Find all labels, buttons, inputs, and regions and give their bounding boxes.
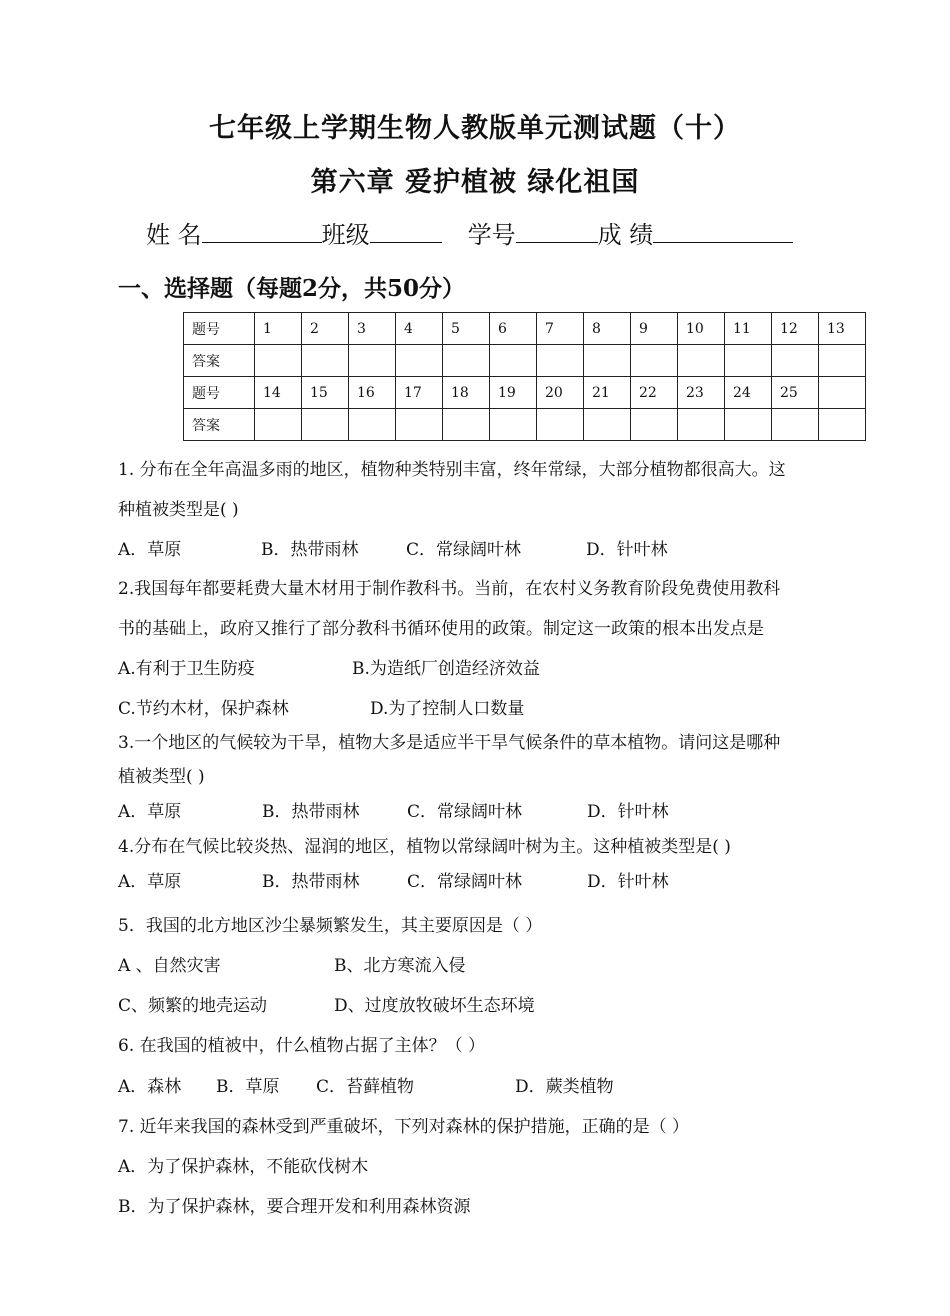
question-number — [819, 377, 866, 409]
answer-cell[interactable] — [772, 345, 819, 377]
table-row — [184, 345, 866, 377]
table-row — [184, 377, 866, 409]
answer-label: 答案 — [184, 345, 255, 377]
question-6-option-b: B．草原 — [216, 1077, 280, 1097]
class-blank[interactable] — [370, 220, 442, 243]
name-blank[interactable] — [202, 220, 322, 243]
answer-cell[interactable] — [725, 409, 772, 441]
answer-cell[interactable] — [725, 345, 772, 377]
question-6-text: 6. 在我国的植被中，什么植物占据了主体？（ ） — [118, 1036, 486, 1056]
question-1-option-d: D．针叶林 — [586, 540, 668, 560]
class-label: 班级 — [321, 221, 370, 249]
header-label: 题号 — [184, 313, 255, 345]
question-1-option-c: C．常绿阔叶林 — [406, 540, 522, 560]
question-2-option-b: B.为造纸厂创造经济效益 — [352, 659, 540, 679]
question-number: 6 — [490, 313, 537, 345]
question-6-option-a: A．森林 — [118, 1077, 182, 1097]
question-2-text: 2.我国每年都要耗费大量木材用于制作教科书。当前，在农村义务教育阶段免费使用教科 — [118, 579, 781, 599]
question-number: 4 — [396, 313, 443, 345]
question-7-option-b: B．为了保护森林，要合理开发和利用森林资源 — [118, 1197, 471, 1217]
question-4-text: 4.分布在气候比较炎热、湿润的地区，植物以常绿阔叶树为主。这种植被类型是( ) — [118, 837, 731, 857]
question-6-option-d: D．蕨类植物 — [515, 1077, 614, 1097]
answer-cell[interactable] — [349, 345, 396, 377]
question-1-text-cont: 种植被类型是( ) — [118, 500, 239, 520]
section-heading: 一、选择题（每题2分，共50分） — [118, 275, 466, 302]
question-3-option-c: C．常绿阔叶林 — [407, 802, 523, 822]
question-number: 17 — [396, 377, 443, 409]
question-3-option-d: D．针叶林 — [587, 802, 669, 822]
question-7-text: 7. 近年来我国的森林受到严重破坏，下列对森林的保护措施，正确的是（ ） — [118, 1117, 690, 1137]
score-blank[interactable] — [653, 220, 793, 243]
question-number: 14 — [255, 377, 302, 409]
answer-cell[interactable] — [772, 409, 819, 441]
question-4-option-a: A．草原 — [118, 872, 182, 892]
answer-cell[interactable] — [490, 409, 537, 441]
answer-cell[interactable] — [302, 345, 349, 377]
question-1-option-a: A．草原 — [118, 540, 182, 560]
question-3-option-b: B．热带雨林 — [262, 802, 360, 822]
question-5-option-d: D、过度放牧破坏生态环境 — [334, 996, 535, 1016]
answer-cell[interactable] — [255, 345, 302, 377]
question-number: 13 — [819, 313, 866, 345]
answer-cell[interactable] — [537, 345, 584, 377]
question-number: 11 — [725, 313, 772, 345]
question-5-option-a: A 、自然灾害 — [118, 956, 221, 976]
question-number: 18 — [443, 377, 490, 409]
table-row — [184, 313, 866, 345]
answer-cell[interactable] — [819, 345, 866, 377]
question-number: 2 — [302, 313, 349, 345]
answer-cell[interactable] — [396, 409, 443, 441]
answer-table — [183, 312, 866, 441]
answer-cell[interactable] — [584, 345, 631, 377]
name-label: 姓 名 — [146, 221, 202, 249]
question-1-text: 1. 分布在全年高温多雨的地区，植物种类特别丰富，终年常绿，大部分植物都很高大。这 — [118, 460, 786, 480]
question-5-option-b: B、北方寒流入侵 — [334, 956, 466, 976]
question-number: 8 — [584, 313, 631, 345]
answer-cell[interactable] — [443, 345, 490, 377]
question-number: 19 — [490, 377, 537, 409]
question-number: 20 — [537, 377, 584, 409]
question-number: 12 — [772, 313, 819, 345]
question-7-option-a: A．为了保护森林，不能砍伐树木 — [118, 1157, 369, 1177]
answer-cell[interactable] — [490, 345, 537, 377]
question-2-option-a: A.有利于卫生防疫 — [118, 659, 255, 679]
question-number: 23 — [678, 377, 725, 409]
question-3-option-a: A．草原 — [118, 802, 182, 822]
answer-cell[interactable] — [631, 409, 678, 441]
question-number: 3 — [349, 313, 396, 345]
question-2-option-d: D.为了控制人口数量 — [370, 699, 525, 719]
answer-cell[interactable] — [537, 409, 584, 441]
answer-cell[interactable] — [678, 345, 725, 377]
answer-cell[interactable] — [678, 409, 725, 441]
question-1-option-b: B．热带雨林 — [261, 540, 359, 560]
question-number: 10 — [678, 313, 725, 345]
question-4-option-b: B．热带雨林 — [262, 872, 360, 892]
question-number: 1 — [255, 313, 302, 345]
student-info-line — [146, 215, 793, 250]
question-number: 16 — [349, 377, 396, 409]
question-2-text-cont: 书的基础上，政府又推行了部分教科书循环使用的政策。制定这一政策的根本出发点是 — [118, 619, 764, 639]
table-row — [184, 409, 866, 441]
question-number: 15 — [302, 377, 349, 409]
question-5-option-c: C、频繁的地壳运动 — [118, 996, 268, 1016]
question-number: 25 — [772, 377, 819, 409]
page-title: 七年级上学期生物人教版单元测试题（十） — [209, 113, 741, 144]
question-4-option-c: C．常绿阔叶林 — [407, 872, 523, 892]
answer-cell[interactable] — [349, 409, 396, 441]
question-number: 5 — [443, 313, 490, 345]
question-number: 21 — [584, 377, 631, 409]
question-5-text: 5．我国的北方地区沙尘暴频繁发生，其主要原因是（ ） — [118, 916, 543, 936]
question-number: 22 — [631, 377, 678, 409]
question-3-text: 3.一个地区的气候较为干旱，植物大多是适应半干旱气候条件的草本植物。请问这是哪种 — [118, 733, 781, 753]
question-6-option-c: C．苔藓植物 — [316, 1077, 415, 1097]
answer-cell[interactable] — [396, 345, 443, 377]
answer-label: 答案 — [184, 409, 255, 441]
header-label: 题号 — [184, 377, 255, 409]
answer-cell[interactable] — [443, 409, 490, 441]
answer-cell[interactable] — [631, 345, 678, 377]
answer-cell[interactable] — [819, 409, 866, 441]
score-label: 成 绩 — [597, 221, 654, 249]
question-4-option-d: D．针叶林 — [587, 872, 669, 892]
answer-cell[interactable] — [302, 409, 349, 441]
question-2-option-c: C.节约木材，保护森林 — [118, 699, 289, 719]
answer-cell[interactable] — [584, 409, 631, 441]
question-number: 24 — [725, 377, 772, 409]
question-3-text-cont: 植被类型( ) — [118, 767, 205, 787]
number-label: 学号 — [467, 221, 516, 249]
question-number: 9 — [631, 313, 678, 345]
answer-cell[interactable] — [255, 409, 302, 441]
page-subtitle: 第六章 爱护植被 绿化祖国 — [310, 167, 640, 198]
number-blank[interactable] — [516, 220, 598, 243]
question-number: 7 — [537, 313, 584, 345]
